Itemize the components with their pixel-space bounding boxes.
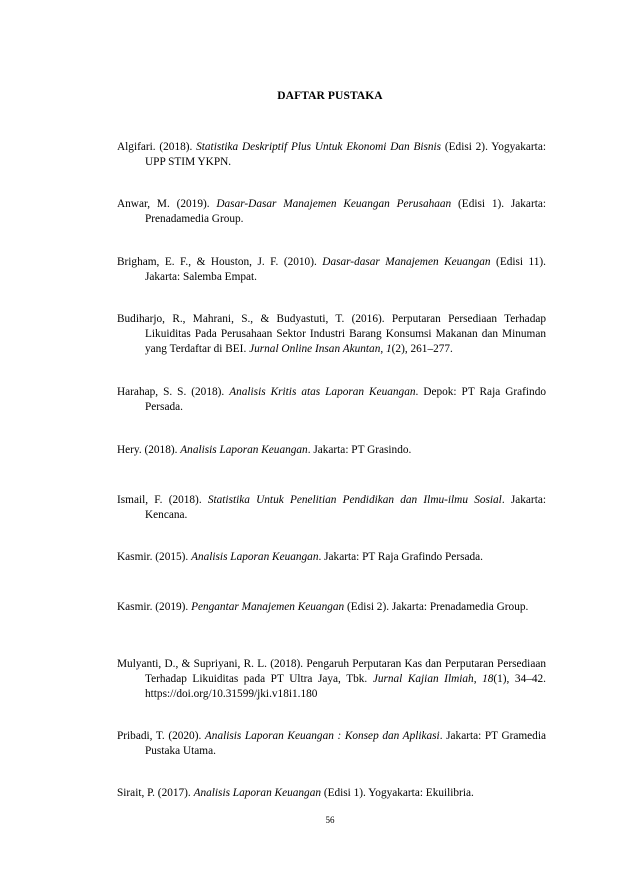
reference-title: Jurnal Kajian Ilmiah — [372, 673, 474, 685]
reference-text: . Jakarta: PT Grasindo. — [307, 444, 412, 456]
reference-text: (Edisi 11). Jakarta: Salemba Empat. — [145, 256, 546, 283]
reference-item — [117, 550, 546, 565]
reference-text: (Edisi 1). Yogyakarta: Ekuilibria. — [321, 787, 474, 799]
reference-title: Analisis Laporan Keuangan — [191, 551, 319, 563]
reference-title: Analisis Laporan Keuangan : Konsep dan Aplikasi — [204, 730, 440, 742]
reference-text: Budiharjo, R., Mahrani, S., & Budyastuti, T. (2016). Perputaran Persediaan Terhadap Likuiditas Pada Perusahaan Sektor Industri Barang Konsumsi Makanan dan Minuman yang Terdaftar di BEI. — [117, 313, 546, 355]
reference-title: Statistika Deskriptif Plus Untuk Ekonomi Dan Bisnis — [196, 141, 442, 153]
reference-text: (Edisi 2). Jakarta: Prenadamedia Group. — [344, 601, 529, 613]
reference-title: Jurnal Online Insan Akuntan — [249, 343, 381, 355]
page-number: 56 — [325, 815, 335, 825]
reference-title: Analisis Laporan Keuangan — [193, 787, 321, 799]
reference-text: . Jakarta: PT Raja Grafindo Persada. — [318, 551, 483, 563]
reference-title: Statistika Untuk Penelitian Pendidikan dan Ilmu-ilmu Sosial — [207, 494, 502, 506]
reference-text: . Jakarta: Kencana. — [145, 494, 546, 521]
reference-text: Harahap, S. S. (2018). — [117, 386, 230, 398]
reference-item — [117, 729, 546, 759]
reference-title: Dasar-Dasar Manajemen Keuangan Perusahaan — [216, 198, 452, 210]
reference-text: Pribadi, T. (2020). — [117, 730, 205, 742]
reference-item — [117, 255, 546, 285]
reference-item — [117, 493, 546, 523]
reference-item — [117, 197, 546, 227]
reference-text: Mulyanti, D., & Supriyani, R. L. (2018). Pengaruh Perputaran Kas dan Perputaran Persediaan Terhadap Likuiditas pada PT Ultra Jaya, Tbk. — [117, 658, 546, 685]
reference-text: Anwar, M. (2019). — [117, 198, 217, 210]
reference-title: Analisis Laporan Keuangan — [180, 444, 308, 456]
reference-title: Pengantar Manajemen Keuangan — [191, 601, 345, 613]
reference-text: (Edisi 1). Jakarta: Prenadamedia Group. — [145, 198, 547, 225]
reference-text: . Depok: PT Raja Grafindo Persada. — [145, 386, 546, 413]
reference-text: Brigham, E. F., & Houston, J. F. (2010). — [117, 256, 323, 268]
reference-text: , — [473, 673, 483, 685]
reference-item — [117, 385, 546, 415]
reference-text: (Edisi 2). Yogyakarta: UPP STIM YKPN. — [145, 141, 546, 168]
reference-text: Kasmir. (2015). — [117, 551, 192, 563]
reference-item — [117, 600, 546, 615]
reference-volume: 18 — [482, 673, 494, 685]
reference-title: Analisis Kritis atas Laporan Keuangan — [229, 386, 416, 398]
reference-item — [117, 312, 546, 357]
page-title: DAFTAR PUSTAKA — [277, 90, 383, 102]
reference-text: Kasmir. (2019). — [117, 601, 192, 613]
reference-item — [117, 786, 546, 801]
reference-item — [117, 657, 546, 702]
reference-text: , — [380, 343, 387, 355]
reference-item — [117, 443, 546, 458]
reference-item — [117, 140, 546, 170]
reference-text: Sirait, P. (2017). — [117, 787, 194, 799]
reference-text: Hery. (2018). — [117, 444, 181, 456]
reference-text: (1), 34–42. https://doi.org/10.31599/jki.v18i1.180 — [145, 673, 546, 700]
reference-title: Dasar-dasar Manajemen Keuangan — [322, 256, 491, 268]
reference-text: (2), 261–277. — [391, 343, 453, 355]
reference-volume: 1 — [386, 343, 392, 355]
reference-text: Ismail, F. (2018). — [117, 494, 208, 506]
reference-text: Algifari. (2018). — [117, 141, 197, 153]
reference-text: . Jakarta: PT Gramedia Pustaka Utama. — [145, 730, 546, 757]
